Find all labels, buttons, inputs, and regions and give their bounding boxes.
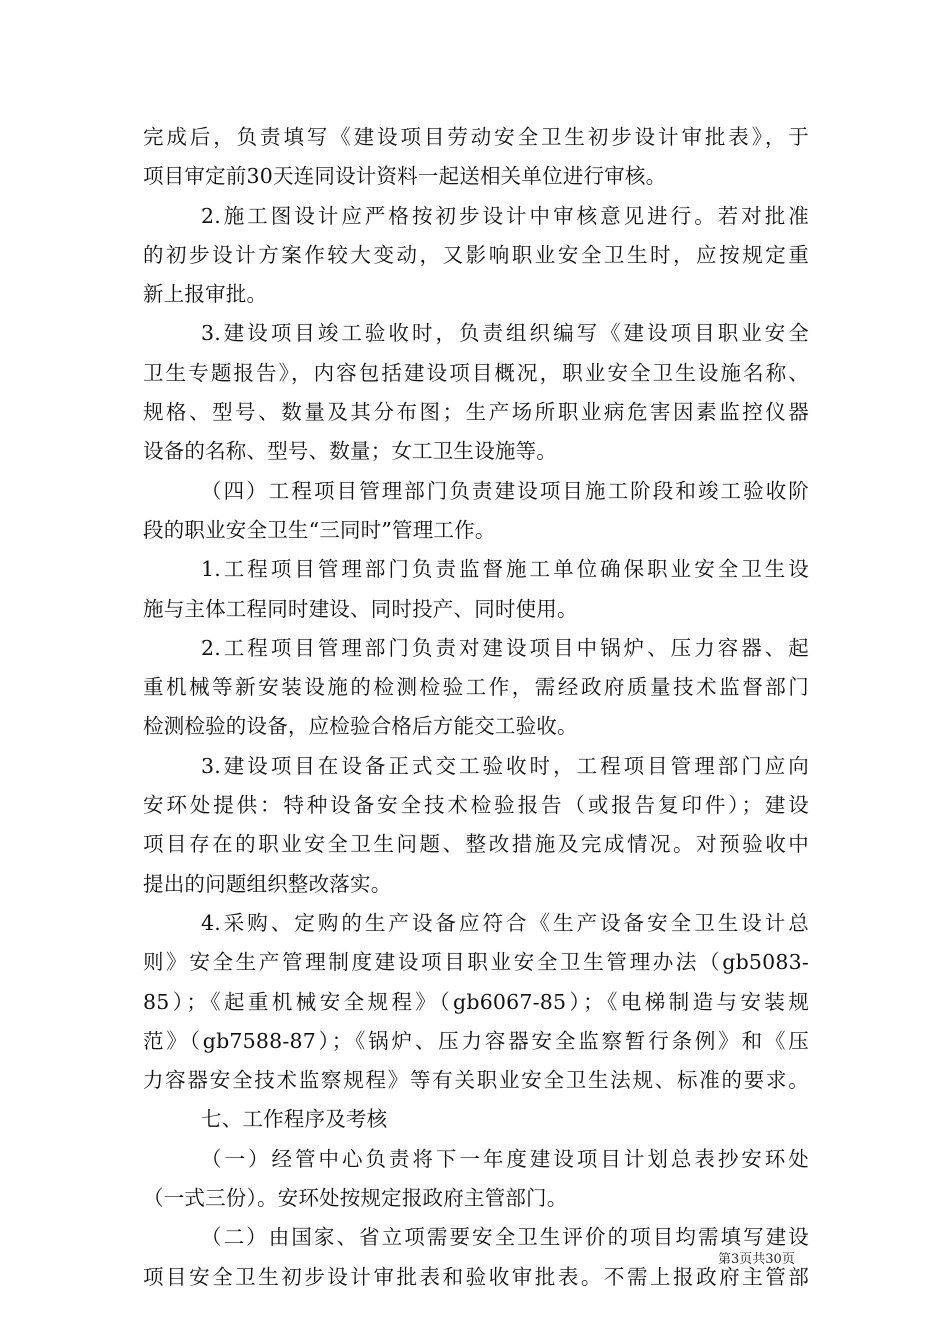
text-line: 新上报审批。 xyxy=(143,282,268,307)
text-line: 力容器安全技术监察规程》等有关职业安全卫生法规、标准的要求。 xyxy=(143,1068,809,1093)
text-line: 规格、型号、数量及其分布图；生产场所职业病危害因素监控仪器 xyxy=(143,400,809,425)
text-line: 项目审定前30天连同设计资料一起送相关单位进行审核。 xyxy=(143,164,667,189)
text-line: 重机械等新安装设施的检测检验工作，需经政府质量技术监督部门 xyxy=(143,675,809,700)
text-line: 完成后，负责填写《建设项目劳动安全卫生初步设计审批表》，于 xyxy=(143,125,809,149)
document-body xyxy=(143,118,809,1297)
text-line: 项目安全卫生初步设计审批表和验收审批表。不需上报政府主管部 xyxy=(143,1264,809,1289)
text-line: 3.建设项目在设备正式交工验收时，工程项目管理部门应向 xyxy=(201,753,809,778)
text-line: 85）；《起重机械安全规程》（gb6067-85）；《电梯制造与安装规 xyxy=(143,989,809,1014)
text-line: 4.采购、定购的生产设备应符合《生产设备安全卫生设计总 xyxy=(201,910,809,935)
text-line: 提出的问题组织整改落实。 xyxy=(143,871,392,896)
text-line: （一）经管中心负责将下一年度建设项目计划总表抄安环处 xyxy=(201,1146,809,1171)
text-line: （二）由国家、省立项需要安全卫生评价的项目均需填写建设 xyxy=(201,1225,809,1250)
text-line: （一式三份）。安环处按规定报政府主管部门。 xyxy=(143,1186,568,1211)
text-line: 范》（gb7588-87）；《锅炉、压力容器安全监察暂行条例》和《压 xyxy=(143,1028,809,1053)
text-line: 的初步设计方案作较大变动，又影响职业安全卫生时，应按规定重 xyxy=(143,242,809,267)
page-number: 第3页共30页 xyxy=(718,1252,795,1267)
text-line: 1.工程项目管理部门负责监督施工单位确保职业安全卫生设 xyxy=(201,557,809,582)
section-heading: 七、工作程序及考核 xyxy=(201,1107,388,1132)
text-line: 则》安全生产管理制度建设项目职业安全卫生管理办法（gb5083- xyxy=(143,950,809,975)
text-line: 3.建设项目竣工验收时，负责组织编写《建设项目职业安全 xyxy=(201,321,809,346)
text-line: 卫生专题报告》，内容包括建设项目概况，职业安全卫生设施名称、 xyxy=(143,360,809,385)
text-line: （四）工程项目管理部门负责建设项目施工阶段和竣工验收阶 xyxy=(201,478,809,503)
text-line: 安环处提供：特种设备安全技术检验报告（或报告复印件）；建设 xyxy=(143,793,809,818)
text-line: 段的职业安全卫生“三同时”管理工作。 xyxy=(143,517,496,542)
text-line: 2.施工图设计应严格按初步设计中审核意见进行。若对批准 xyxy=(201,203,809,228)
text-line: 2.工程项目管理部门负责对建设项目中锅炉、压力容器、起 xyxy=(201,635,809,660)
text-line: 设备的名称、型号、数量；女工卫生设施等。 xyxy=(143,439,557,464)
text-line: 检测检验的设备，应检验合格后方能交工验收。 xyxy=(143,714,578,739)
text-line: 项目存在的职业安全卫生问题、整改措施及完成情况。对预验收中 xyxy=(143,832,809,857)
text-line: 施与主体工程同时建设、同时投产、同时使用。 xyxy=(143,596,578,621)
